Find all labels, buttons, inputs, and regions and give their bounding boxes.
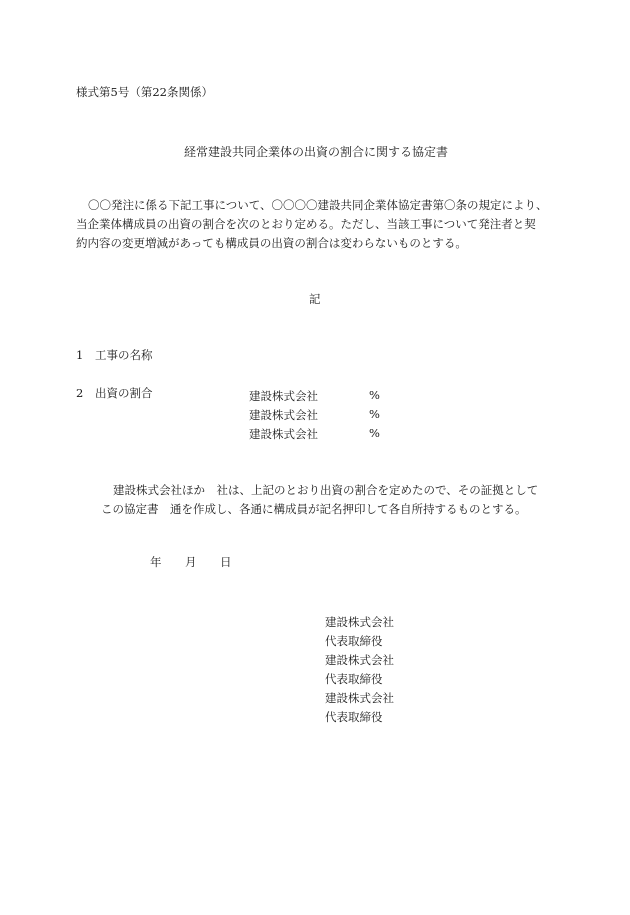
item-number: 1 — [76, 348, 84, 362]
item-label-investment-ratio: 出資の割合 — [95, 386, 153, 400]
ki-heading: 記 — [309, 292, 321, 306]
signatory-company: 建設株式会社 — [325, 691, 394, 705]
share-row — [249, 407, 389, 420]
date-day: 日 — [220, 555, 232, 569]
signatory-company: 建設株式会社 — [325, 653, 394, 667]
signatory-title: 代表取締役 — [325, 634, 383, 648]
intro-line: 約内容の変更増減があっても構成員の出資の割合は変わらないものとする。 — [76, 236, 467, 250]
intro-paragraph — [76, 196, 554, 253]
share-row — [249, 426, 389, 439]
share-company: 建設株式会社 — [249, 389, 318, 403]
closing-line: 建設株式会社ほか 社は、上記のとおり出資の割合を定めたので、その証拠として — [113, 483, 539, 497]
intro-line: 当企業体構成員の出資の割合を次のとおり定める。ただし、当該工事について発注者と契 — [76, 217, 536, 231]
closing-line: この協定書 通を作成し、各通に構成員が記名押印して各自所持するものとする。 — [101, 502, 527, 516]
share-row — [249, 388, 389, 401]
closing-paragraph — [76, 481, 554, 519]
share-percent: % — [369, 407, 380, 421]
item-number: 2 — [76, 386, 84, 400]
share-company: 建設株式会社 — [249, 408, 318, 422]
share-percent: % — [369, 388, 380, 402]
share-company: 建設株式会社 — [249, 427, 318, 441]
document-title: 経常建設共同企業体の出資の割合に関する協定書 — [184, 145, 449, 159]
signature-block — [325, 613, 394, 727]
date-year: 年 — [150, 555, 162, 569]
date-month: 月 — [185, 555, 197, 569]
share-percent: % — [369, 426, 380, 440]
signatory-company: 建設株式会社 — [325, 615, 394, 629]
signatory-title: 代表取締役 — [325, 672, 383, 686]
signatory-title: 代表取締役 — [325, 710, 383, 724]
item-label-project-name: 工事の名称 — [95, 348, 153, 362]
form-number: 様式第5号（第22条関係） — [76, 85, 213, 99]
intro-line: 〇〇発注に係る下記工事について、〇〇〇〇建設共同企業体協定書第〇条の規定により、 — [88, 198, 548, 212]
